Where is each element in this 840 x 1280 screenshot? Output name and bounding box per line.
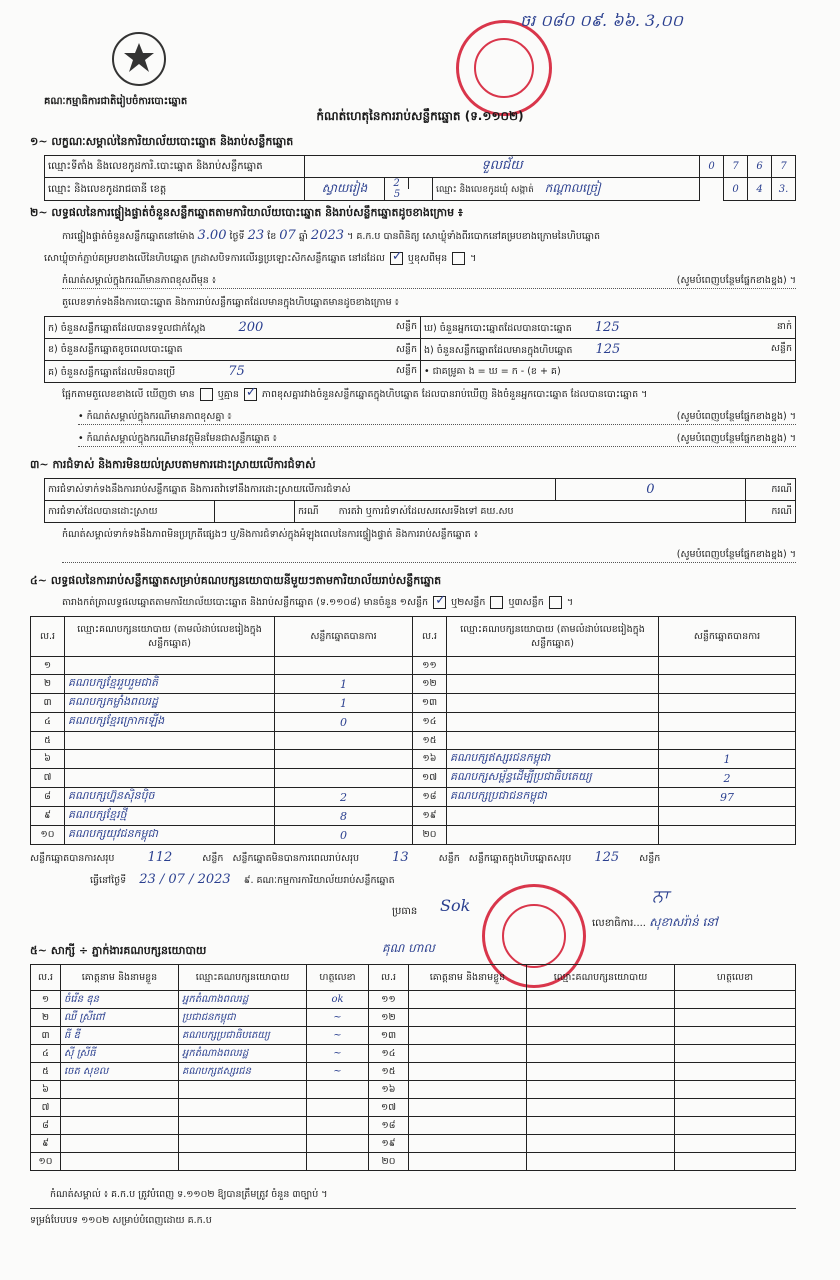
- table-row: ៩ ១៩: [31, 1135, 796, 1153]
- table-row: ៣ ធី ឌី គណបក្សប្រជាធិបតេយ្យ ~ ១៣: [31, 1027, 796, 1045]
- table-row: ៣ គណបក្សកម្លាំងពលរដ្ឋ 1 ១៣: [31, 694, 796, 713]
- table-row: ៩ គណបក្សខ្មែរថ្មី 8 ១៩: [31, 807, 796, 826]
- party-results-table: ល.រ ឈ្មោះគណបក្សនយោបាយ (តាមលំដាប់លេខរៀងក្នុងសន្លឹកឆ្នោត) សន្លឹកឆ្នោតបានការ ល.រ ឈ្មោះគណបក្សនយោបាយ (តាមលំដាប់លេខរៀងក្នុងសន្លឹកឆ្នោត) សន្លឹកឆ្នោតបានការ ១ ១១ ២ គណបក្សខ្មែររួបរួមជាតិ 1 ១២ ៣ គណបក្សកម្លាំងពលរដ្ឋ 1 ១៣ ៤ គណបក្សខ្មែរក្រោកឡើង 0 ១៤ ៥ ១៥ ៦ ១៦ គណបក្សឥស្សរជនកម្ពុជា 1 ៧ ១៧ គណបក្សសម្ព័ន្ធដើម្បីប្រជាធិបតេយ្យ 2 ៨ គណបក្សហ្វ៊ុនស៊ិនប៉ិច 2 ១៨ គណបក្សប្រជាជនកម្ពុជា 97 ៩ គណបក្សខ្មែរថ្មី 8 ១៩ ១០ គណបក្សយុវជនកម្ពុជា 0 ២០: [30, 616, 796, 845]
- table-row: ១ ១១: [31, 657, 796, 675]
- table-row: ២ ឈឺ ស្រីពៅ ប្រជាជនកម្ពុជា ~ ១២: [31, 1009, 796, 1027]
- handwritten-top: ចរ ០៨០ ០៩. ៦៦. 3,០០: [520, 11, 683, 30]
- totals-line: សន្លឹកឆ្នោតបានការសរុប 112 សន្លឹក សន្លឹកឆ្នោតមិនបានការពេលរាប់សរុប 13 សន្លឹក សន្លឹកឆ្នោតក្នុងហិបឆ្នោតសរុប 125 សន្លឹក: [30, 850, 661, 865]
- table-row: ៧ ១៧: [31, 1099, 796, 1117]
- org-name: គណៈកម្មាធិការជាតិរៀបចំការបោះឆ្នោត: [44, 96, 188, 107]
- table-row: ៨ ១៨: [31, 1117, 796, 1135]
- nec-logo: [112, 32, 166, 86]
- section4-title: ៤~ លទ្ធផលនៃការរាប់សន្លឹកឆ្នោតសម្រាប់គណបក្សនយោបាយនីមួយៗតាមការិយាល័យរាប់សន្លឹកឆ្នោត: [30, 574, 442, 587]
- section1-title: ១~ លក្ខណៈសម្គាល់នៃការិយាល័យបោះឆ្នោត និងរាប់សន្លឹកឆ្នោត: [30, 135, 294, 148]
- objection-table: ការជំទាស់ទាក់ទងនឹងការរាប់សន្លឹកឆ្នោត និងការតវ៉ាទៅនឹងការដោះស្រាយលើការជំទាស់ 0 ករណី ការជំទាស់ដែលបានដោះស្រាយ ករណី ការតវ៉ា ឬការជំទាស់ដែលសរសេរទីងទៅ គឃ.សប ករណី: [44, 478, 796, 523]
- form-note: ទម្រង់បែបបទ ១១០២ សម្រាប់បំពេញដោយ គ.ក.ប: [30, 1215, 212, 1226]
- no-difference-checkbox[interactable]: [244, 388, 257, 401]
- chair-signature: Sok: [440, 896, 471, 915]
- table-row: ៦ ១៦ គណបក្សឥស្សរជនកម្ពុជា 1: [31, 750, 796, 769]
- table-row: ៧ ១៧ គណបក្សសម្ព័ន្ធដើម្បីប្រជាធិបតេយ្យ 2: [31, 769, 796, 788]
- two-sheet-checkbox[interactable]: [490, 596, 503, 609]
- table-row: ៥ ១៥: [31, 732, 796, 750]
- seal-line: សោឃ្លុំចាក់ភ្ជាប់គម្របខាងលើនៃហិបឆ្នោត ក្រដាសបិទការលើរន្ធប្រឡោះសិកសន្លឹកឆ្នោត នៅដដែល ✓ ឬខុសពីមុន ។: [44, 252, 476, 266]
- section5-title: ៥~ សាក្សី ÷ ភ្នាក់ងារគណបក្សនយោបាយ: [30, 944, 207, 957]
- secretary-signature: ਨਾ: [652, 886, 669, 907]
- table-row: ១០ គណបក្សយុវជនកម្ពុជា 0 ២០: [31, 826, 796, 845]
- witness-table: ល.រ គោត្តនាម និងនាមខ្លួន ឈ្មោះគណបក្សនយោបាយ ហត្ថលេខា ល.រ គោត្តនាម និងនាមខ្លួន ឈ្មោះគណបក្សនយោបាយ ហត្ថលេខា ១ ចំរើន ឌុន អ្នកតំណាងពលរដ្ឋ ok ១១ ២ ឈឺ ស្រីពៅ ប្រជាជនកម្ពុជា ~ ១២ ៣ ធី ឌី គណបក្សប្រជាធិបតេយ្យ ~ ១៣ ៤ ស៊ី ស្រីធី អ្នកតំណាងពលរដ្ឋ ~ ១៤ ៥ ចេត សុខល គណបក្សឥស្សរជន ~ ១៥ ៦ ១៦ ៧ ១៧ ៨ ១៨ ៩ ១៩ ១០ ២០: [30, 964, 796, 1171]
- has-difference-checkbox[interactable]: [200, 388, 213, 401]
- different-checkbox[interactable]: [452, 252, 465, 265]
- table-row: ៨ គណបក្សហ្វ៊ុនស៊ិនប៉ិច 2 ១៨ គណបក្សប្រជាជនកម្ពុជា 97: [31, 788, 796, 807]
- station-table: ឈ្មោះទីតាំង និងលេខកូដការិ.បោះឆ្នោត និងរាប់សន្លឹកឆ្នោត ទួលជ័យ 0 7 6 7 ឈ្មោះ និងលេខកូដរាជធានី ខេត្ត ស្វាយរៀង 25 ឈ្មោះ និងលេខកូដឃុំ សង្កាត់ កណ្ដាលច្រៀ 0 4 3.: [44, 155, 796, 201]
- check-time-line: ការផ្ទៀងផ្ទាត់ចំនួនសន្លឹកឆ្នោតនៅម៉ោង 3.00 ថ្ងៃទី 23 ខែ 07 ឆ្នាំ 2023 ។ គ.ក.ប បានពិនិត្យ សោឃ្លុំទាំងពីរបោកនៅគម្របខាងក្រោមនៃហិបឆ្នោត: [62, 228, 601, 243]
- table-row: ៦ ១៦: [31, 1081, 796, 1099]
- table-row: ១ ចំរើន ឌុន អ្នកតំណាងពលរដ្ឋ ok ១១: [31, 991, 796, 1009]
- one-sheet-checkbox[interactable]: [433, 596, 446, 609]
- page-title: កំណត់ហេតុនៃការរាប់សន្លឹកឆ្នោត (ទ.១១០២): [316, 109, 524, 123]
- table-row: ៤ ស៊ី ស្រីធី អ្នកតំណាងពលរដ្ឋ ~ ១៤: [31, 1045, 796, 1063]
- table-row: ២ គណបក្សខ្មែររួបរួមជាតិ 1 ១២: [31, 675, 796, 694]
- section2-title: ២~ លទ្ធផលនៃការផ្ទៀងផ្ទាត់ចំនួនសន្លឹកឆ្នោតតាមការិយាល័យបោះឆ្នោត និងរាប់សន្លឹកឆ្នោតដូចខាងក្រោម ៖: [30, 206, 463, 219]
- counts-table: ក) ចំនួនសន្លឹកឆ្នោតដែលបានទទួលជាក់ស្ដែង 200 សន្លឹក ឃ) ចំនួនអ្នកបោះឆ្នោតដែលបានបោះឆ្នោត 125 នាក់ ខ) ចំនួនសន្លឹកឆ្នោតខូចពេលបោះឆ្នោត សន្លឹក ង) ចំនួនសន្លឹកឆ្នោតដែលមានក្នុងហិបឆ្នោត 125 សន្លឹក គ) ចំនួនសន្លឹកឆ្នោតដែលមិនបានប្រើ 75 សន្លឹក • ជាគម្រូគា ង = ឃ = ក - (ខ + គ): [44, 316, 796, 383]
- table-row: ១០ ២០: [31, 1153, 796, 1171]
- official-stamp-top: [456, 20, 552, 116]
- section3-title: ៣~ ការជំទាស់ និងការមិនយល់ស្របតាមការដោះស្រាយលើការជំទាស់: [30, 458, 316, 471]
- footnote: កំណត់សម្គាល់ ៖ គ.ក.ប ត្រូវបំពេញ ទ.១១០២ ឱ្យបានត្រឹមត្រូវ ចំនួន ៣ច្បាប់ ។: [50, 1189, 328, 1200]
- table-row: ៤ គណបក្សខ្មែរក្រោកឡើង 0 ១៤: [31, 713, 796, 732]
- same-checkbox[interactable]: [390, 252, 403, 265]
- three-sheet-checkbox[interactable]: [549, 596, 562, 609]
- table-row: ៥ ចេត សុខល គណបក្សឥស្សរជន ~ ១៥: [31, 1063, 796, 1081]
